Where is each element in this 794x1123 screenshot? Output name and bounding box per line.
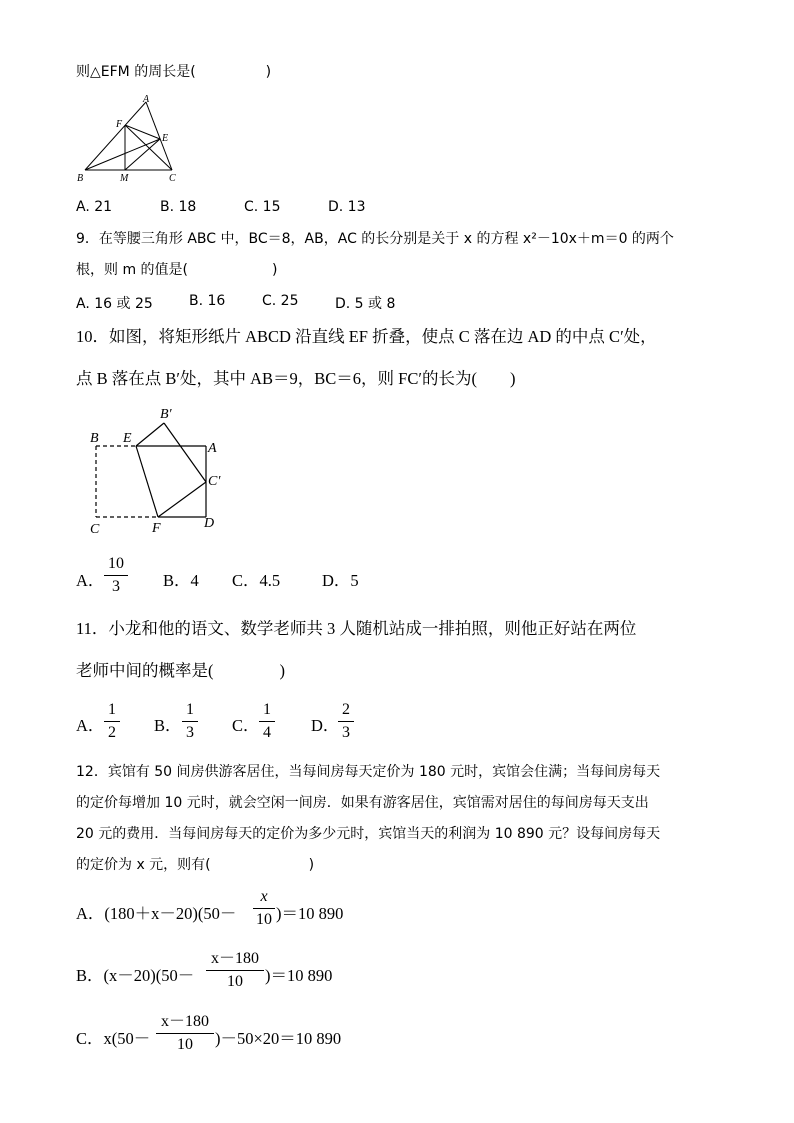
q12-option-c-prefix: C．x(50－ [76,1029,151,1048]
q12-line-2: 的定价每增加 10 元时，就会空闲一间房．如果有游客居住，宾馆需对居住的每间房每天支出 [76,795,649,811]
q10-label-c: C [90,522,100,537]
q10-line-1: 10．如图，将矩形纸片 ABCD 沿直线 EF 折叠，使点 C 落在边 AD 的中点 C′处， [76,327,657,346]
q11-option-b-fraction: 1 3 [182,700,198,743]
q10-label-e: E [123,431,132,446]
q11-option-a-fraction: 1 2 [104,700,120,743]
q10-label-b-prime: B′ [160,407,172,422]
q12-option-a-fraction: x 10 [253,887,275,930]
q12-line-4: 的定价为 x 元，则有( ) [76,857,315,873]
q11-option-d-label: D． [311,716,340,735]
q10-option-d: D．5 [322,571,359,590]
q8-label-f: F [116,119,123,130]
q11-option-d-fraction: 2 3 [338,700,354,743]
q12-option-b-prefix: B．(x－20)(50－ [76,966,195,985]
q10-option-c: C．4.5 [232,571,281,590]
q8-triangle-figure [74,93,186,185]
q12-option-b-suffix: )＝10 890 [265,966,333,985]
q12-line-1: 12．宾馆有 50 间房供游客居住，当每间房每天定价为 180 元时，宾馆会住满；当每间房每天 [76,764,661,780]
q10-label-b: B [90,431,99,446]
q11-line-1: 11．小龙和他的语文、数学老师共 3 人随机站成一排拍照，则他正好站在两位 [76,619,637,638]
q11-line-2: 老师中间的概率是( ) [76,661,285,680]
q10-label-f: F [152,521,161,536]
q12-option-a-suffix: )＝10 890 [276,904,344,923]
q10-option-a-numerator: 10 [108,555,124,572]
q11-option-c-fraction: 1 4 [259,700,275,743]
q12-option-c-fraction: x－180 10 [156,1012,214,1055]
q10-option-a-label: A． [76,571,105,590]
q10-option-a-denominator: 3 [112,578,120,595]
q12-option-b-fraction: x－180 10 [206,949,264,992]
q12-option-c-suffix: )－50×20＝10 890 [215,1029,342,1048]
q12-line-3: 20 元的费用．当每间房每天的定价为多少元时，宾馆当天的利润为 10 890 元？设每间房每天 [76,826,661,842]
q8-label-m: M [120,173,129,184]
q9-line-2: 根，则 m 的值是( ) [76,262,278,278]
q9-option-b: B. 16 [189,293,226,309]
q10-option-b: B．4 [163,571,199,590]
q9-option-d: D. 5 或 8 [335,296,396,312]
q10-label-a: A [208,441,217,456]
q8-label-b: B [77,173,84,184]
q9-option-c: C. 25 [262,293,299,309]
q10-rectangle-fold-figure [84,402,234,538]
q8-option-a: A. 21 [76,199,113,215]
q8-label-c: C [169,173,176,184]
q10-label-c-prime: C′ [208,474,221,489]
q10-option-a-fraction [104,554,128,597]
q8-stem: 则△EFM 的周长是( ) [76,64,272,80]
q8-option-d: D. 13 [328,199,366,215]
q9-option-a: A. 16 或 25 [76,296,153,312]
q8-label-e: E [162,133,169,144]
q10-label-d: D [204,516,215,531]
q11-option-c-label: C． [232,716,260,735]
q11-option-b-label: B． [154,716,182,735]
q8-option-c: C. 15 [244,199,281,215]
q12-option-a-prefix: A．(180＋x－20)(50－ [76,904,237,923]
q9-line-1: 9．在等腰三角形 ABC 中，BC＝8，AB，AC 的长分别是关于 x 的方程 x²－10x＋m＝0 的两个 [76,231,674,247]
q11-option-a-label: A． [76,716,105,735]
q8-label-a: A [143,94,150,105]
q8-option-b: B. 18 [160,199,197,215]
q10-line-2: 点 B 落在点 B′处，其中 AB＝9，BC＝6，则 FC′的长为( ) [76,369,516,388]
